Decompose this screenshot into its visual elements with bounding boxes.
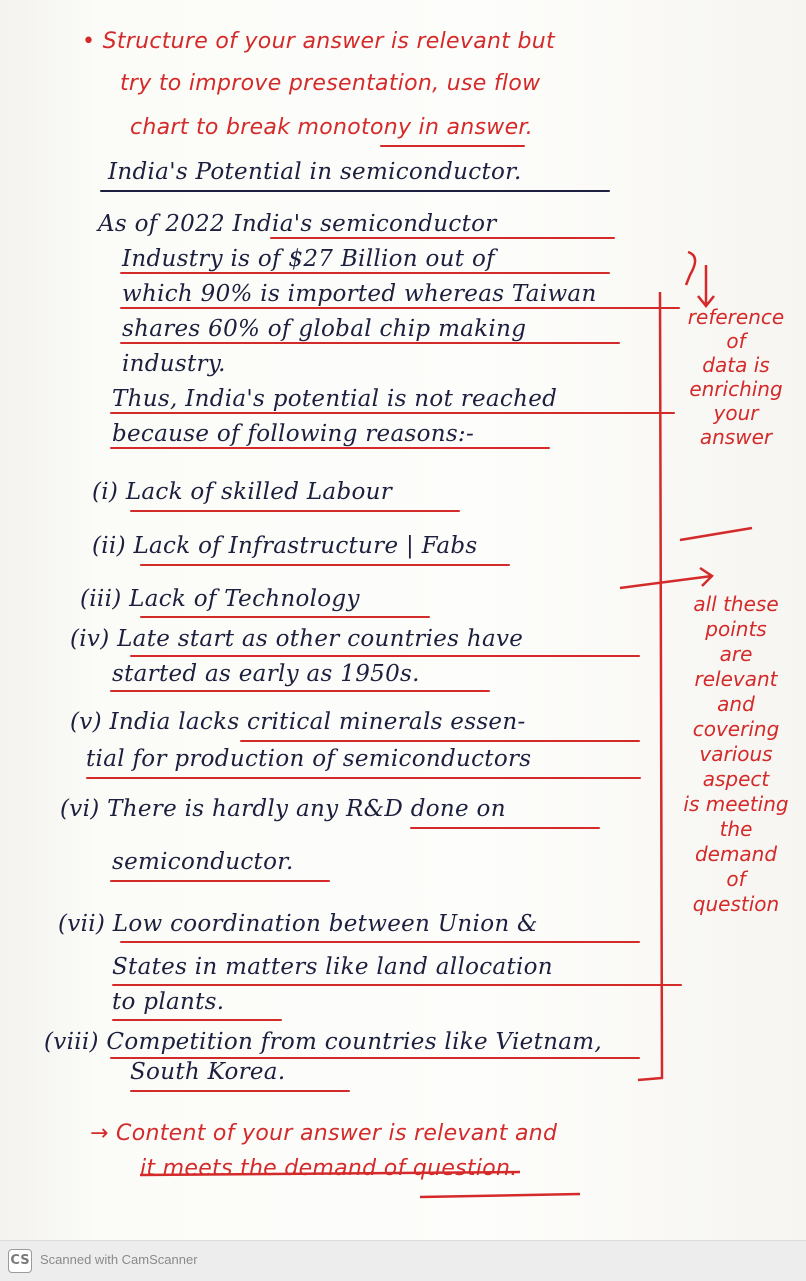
- side-note-2-line-5: and: [717, 692, 755, 716]
- underline-reason-6b: [110, 880, 330, 882]
- intro-line-5: industry.: [122, 351, 226, 377]
- answer-heading: India's Potential in semiconductor.: [108, 159, 522, 185]
- reason-5-line-2: tial for production of semiconductors: [86, 746, 532, 772]
- side-note-underline: [680, 528, 752, 540]
- underline-reason-7b: [112, 984, 682, 986]
- side-note-1-line-1: reference: [687, 305, 785, 329]
- side-note-2-line-1: all these: [693, 592, 779, 616]
- side-note-1-line-6: answer: [699, 425, 773, 449]
- side-note-2-line-6: covering: [692, 717, 780, 741]
- side-note-1-line-4: enriching: [689, 377, 783, 401]
- side-note-2-line-11: demand: [694, 842, 778, 866]
- intro-line-1: As of 2022 India's semiconductor: [98, 211, 497, 237]
- side-note-1-line-5: your: [713, 401, 759, 425]
- side-note-2-line-12: of: [726, 867, 746, 891]
- reason-4-line-1: (iv) Late start as other countries have: [70, 626, 524, 652]
- reason-5-line-1: (v) India lacks critical minerals essen-: [70, 709, 526, 735]
- side-note-2-line-10: the: [719, 817, 753, 841]
- side-note-points-relevant: [676, 592, 796, 917]
- side-note-1-line-3: data is: [702, 353, 770, 377]
- underline-intro-6: [110, 412, 675, 414]
- underline-reason-8b: [130, 1090, 350, 1092]
- reason-7-line-2: States in matters like land allocation: [112, 954, 553, 980]
- intro-line-3: which 90% is imported whereas Taiwan: [122, 281, 597, 307]
- bracket-line: [686, 252, 695, 285]
- camscanner-logo-icon: CS: [8, 1249, 32, 1273]
- reason-6-line-2: semiconductor.: [112, 849, 294, 875]
- underline-intro-4: [120, 342, 620, 344]
- heading-underline: [100, 190, 610, 192]
- reason-3: (iii) Lack of Technology: [80, 586, 360, 612]
- reason-7-line-1: (vii) Low coordination between Union &: [58, 911, 538, 937]
- underline-reason-4a: [130, 655, 640, 657]
- side-note-2-line-2: points: [705, 617, 767, 641]
- underline-reason-3: [140, 616, 430, 618]
- bottom-underline-2: [420, 1194, 580, 1197]
- scanner-footer: [0, 1240, 806, 1281]
- intro-line-6: Thus, India's potential is not reached: [112, 386, 558, 412]
- underline-reason-5a: [240, 740, 640, 742]
- intro-line-2: Industry is of $27 Billion out of: [122, 246, 495, 272]
- top-comment-line-2: try to improve presentation, use flow: [120, 71, 541, 96]
- underline-reason-2: [140, 564, 510, 566]
- intro-line-7: because of following reasons:-: [112, 421, 475, 447]
- side-note-2-line-8: aspect: [702, 767, 770, 791]
- side-note-data-reference: [676, 305, 796, 449]
- side-note-1-line-2: of: [726, 329, 746, 353]
- reason-2: (ii) Lack of Infrastructure | Fabs: [92, 533, 478, 559]
- side-note-2-line-13: question: [692, 892, 780, 916]
- long-bracket: [638, 292, 662, 1080]
- underline-intro-2: [120, 272, 610, 274]
- side-note-2-line-9: is meeting: [683, 792, 789, 816]
- arrow-right-icon: [620, 568, 712, 588]
- reason-4-line-2: started as early as 1950s.: [112, 661, 420, 687]
- monotony-underline: [380, 145, 525, 147]
- bottom-comment-line-2: it meets the demand of question.: [140, 1156, 518, 1181]
- reason-7-line-3: to plants.: [112, 989, 225, 1015]
- scanner-watermark-text: Scanned with CamScanner: [40, 1252, 198, 1267]
- intro-line-4: shares 60% of global chip making: [122, 316, 527, 342]
- side-note-2-line-7: various: [699, 742, 773, 766]
- top-comment-line-3: chart to break monotony in answer.: [130, 115, 534, 140]
- side-note-2-line-4: relevant: [694, 667, 778, 691]
- top-comment-line-1: • Structure of your answer is relevant but: [82, 29, 555, 54]
- underline-reason-7a: [120, 941, 640, 943]
- underline-reason-4b: [110, 690, 490, 692]
- underline-intro-3: [120, 307, 680, 309]
- underline-reason-7c: [112, 1019, 282, 1021]
- reason-1: (i) Lack of skilled Labour: [92, 479, 393, 505]
- side-note-2-line-3: are: [719, 642, 753, 666]
- underline-intro-7: [110, 447, 550, 449]
- reason-6-line-1: (vi) There is hardly any R&D done on: [60, 796, 506, 822]
- reason-8-line-2: South Korea.: [130, 1059, 286, 1085]
- underline-reason-5b: [86, 777, 641, 779]
- arrow-down-icon: [698, 265, 714, 306]
- reason-8-line-1: (viii) Competition from countries like Vietnam,: [44, 1029, 602, 1055]
- bottom-comment-line-1: → Content of your answer is relevant and: [90, 1121, 558, 1146]
- underline-reason-8a: [110, 1057, 640, 1059]
- underline-reason-6a: [410, 827, 600, 829]
- underline-reason-1: [130, 510, 460, 512]
- underline-intro-1: [270, 237, 615, 239]
